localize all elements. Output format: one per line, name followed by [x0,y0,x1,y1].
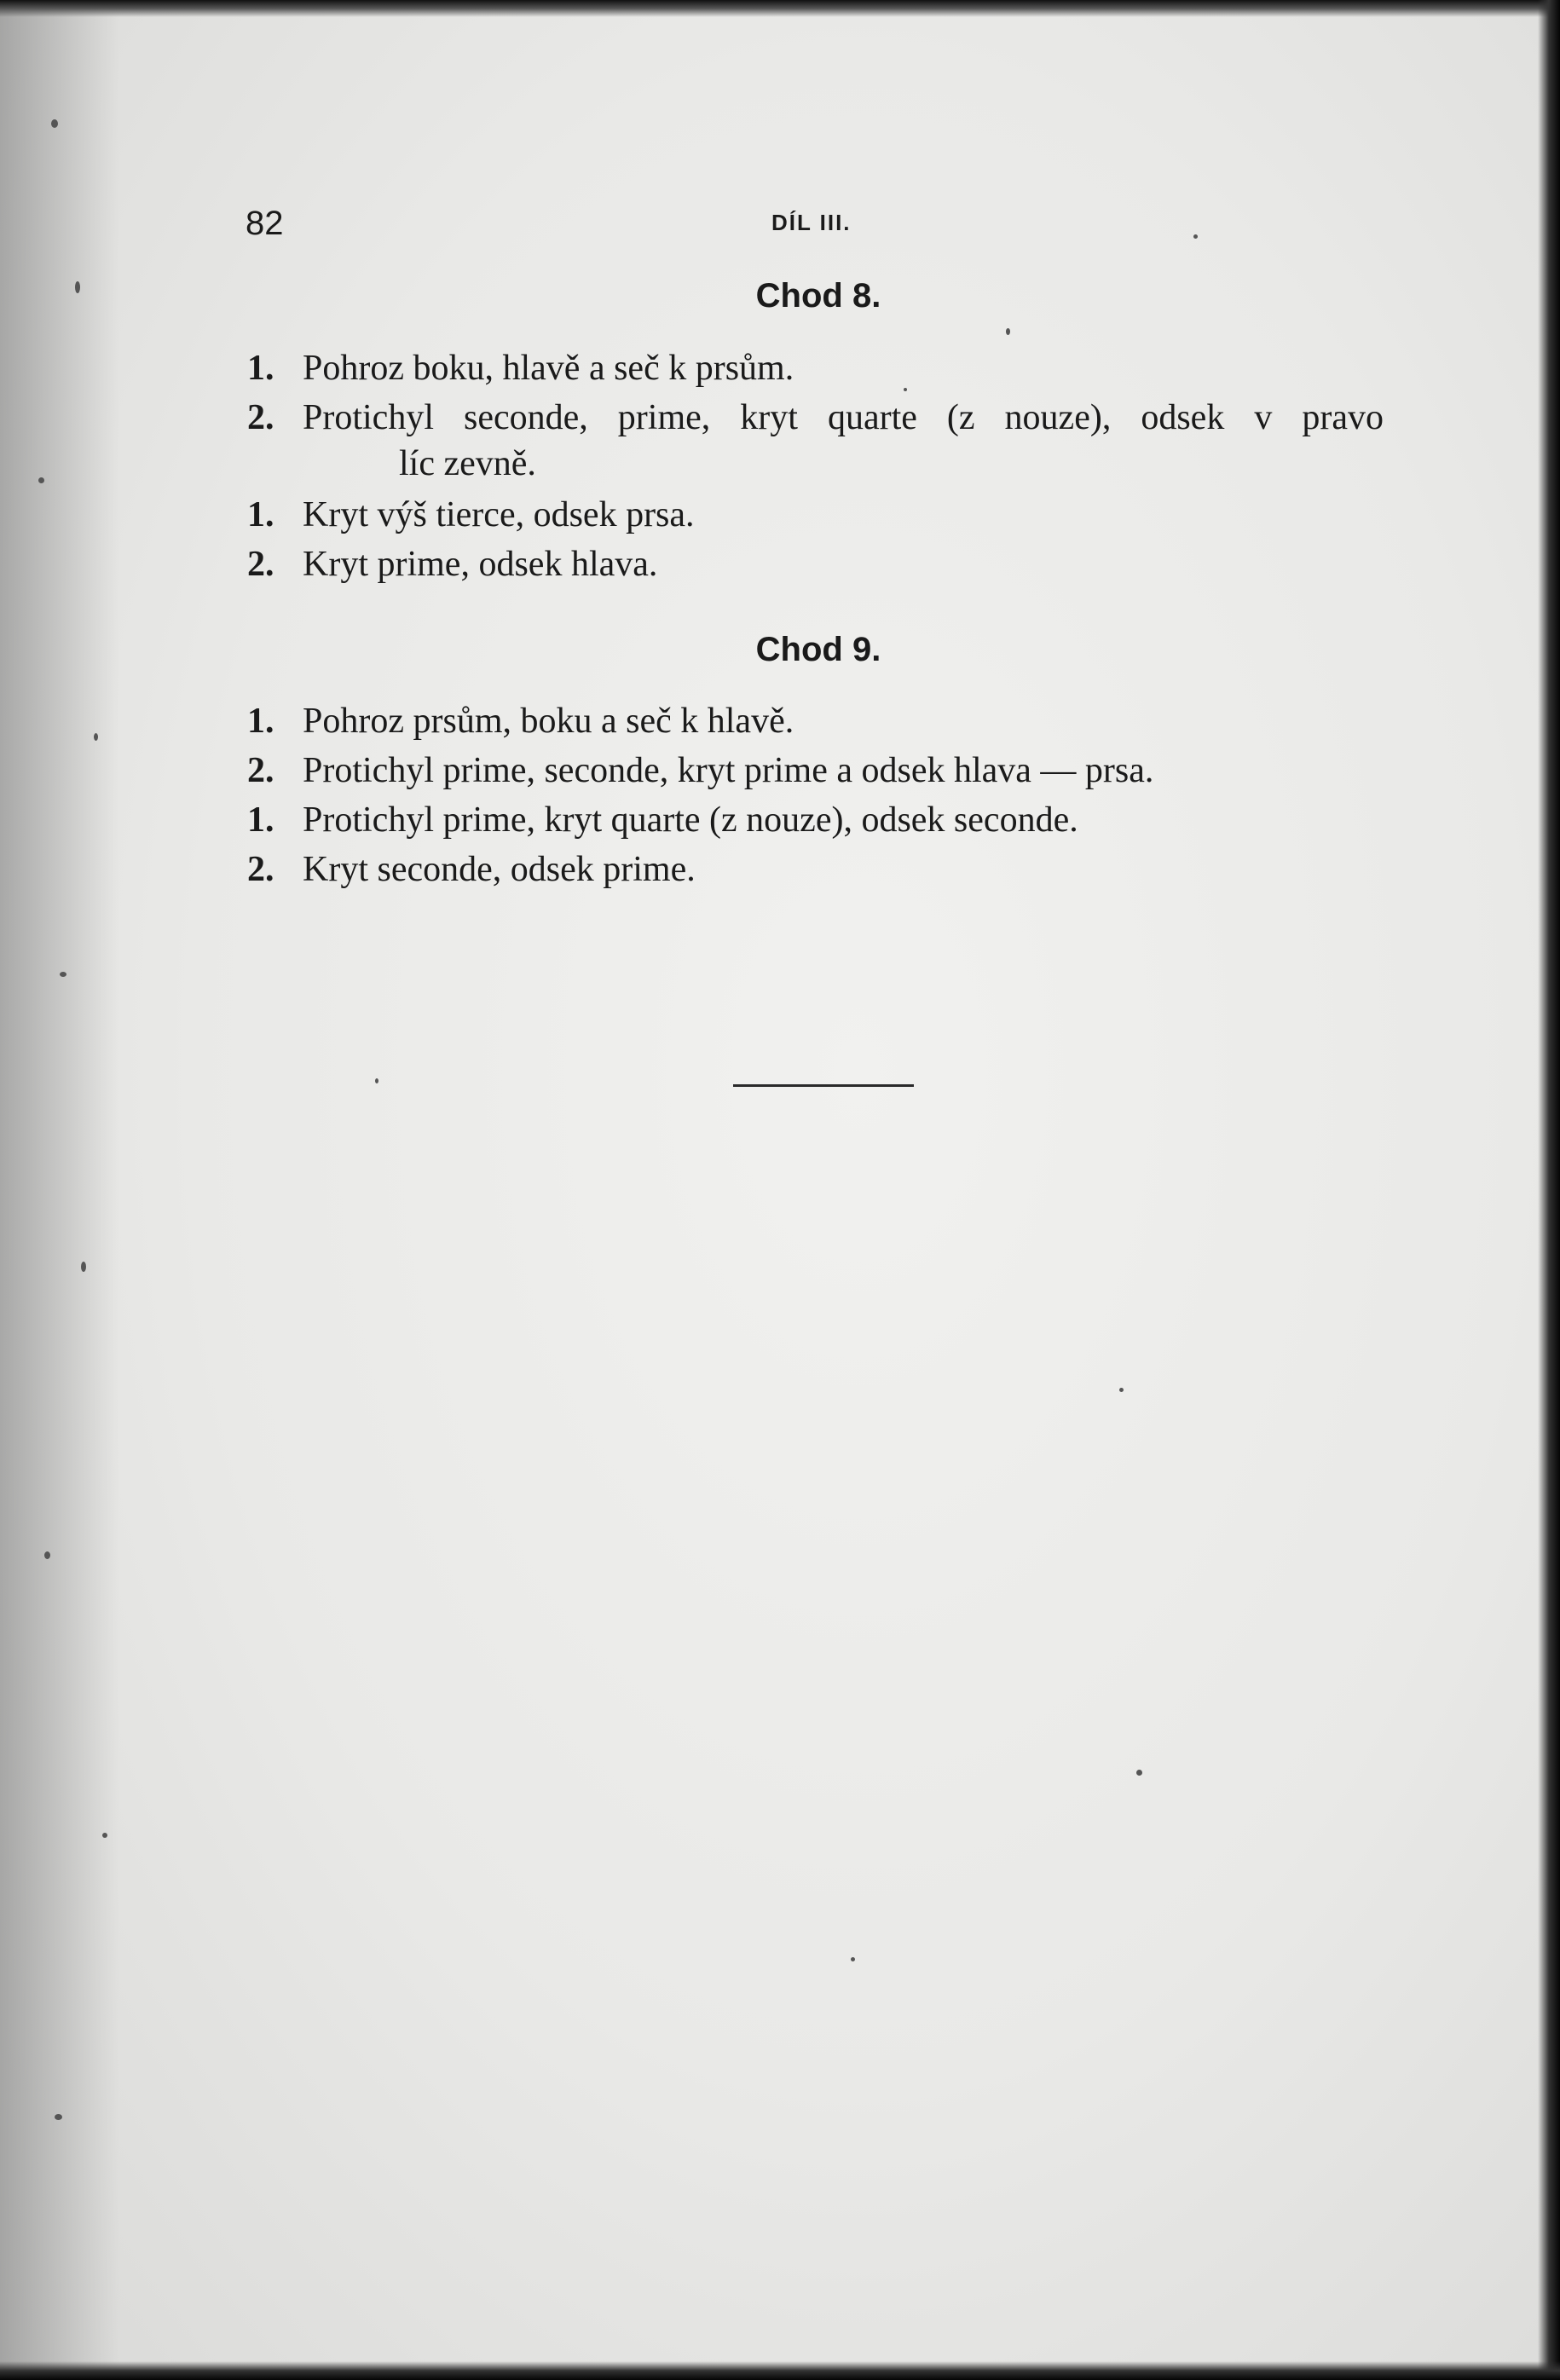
item-number: 2. [247,545,274,584]
scan-speck [1006,328,1010,335]
scan-speck [44,1551,50,1559]
section-end-rule [733,1084,914,1087]
item-number: 1. [247,702,274,741]
item-text: Protichyl prime, seconde, kryt prime a odsek hlava — prsa. [303,751,1154,790]
scan-speck [94,733,98,741]
page-number: 82 [246,205,284,242]
item-text: líc zevně. [399,444,536,483]
item-text: Kryt prime, odsek hlava. [303,545,658,584]
scan-speck [51,119,58,128]
item-number: 1. [247,800,274,840]
scan-speck [1136,1770,1142,1776]
item-text: Kryt seconde, odsek prime. [303,850,696,889]
scan-speck [81,1262,86,1272]
item-number: 2. [247,751,274,790]
scan-speck [102,1833,107,1838]
item-text: Pohroz prsům, boku a seč k hlavě. [303,702,794,741]
section-heading: Chod 8. [755,277,881,315]
section-heading: Chod 9. [755,631,881,668]
scan-speck [904,388,907,391]
page-edge-shadow-left [0,0,119,2380]
item-text: Protichyl seconde, prime, kryt quarte (z nouze), odsek v pravo [303,398,1384,437]
scan-speck [75,281,80,293]
item-number: 1. [247,495,274,534]
scan-speck [1119,1388,1124,1392]
running-head: DÍL III. [771,210,852,235]
page-header [0,205,1560,256]
scan-border-right [1538,0,1560,2380]
item-number: 2. [247,398,274,437]
item-text: Pohroz boku, hlavě a seč k prsům. [303,349,794,388]
scan-border-bottom [0,2361,1560,2380]
scan-speck [1193,234,1198,239]
scan-speck [60,972,66,977]
scan-speck [375,1078,378,1083]
scan-speck [38,477,44,483]
scan-border-top [0,0,1560,17]
item-text: Kryt výš tierce, odsek prsa. [303,495,695,534]
scan-speck [851,1957,855,1961]
item-text: Protichyl prime, kryt quarte (z nouze), odsek seconde. [303,800,1078,840]
item-number: 1. [247,349,274,388]
item-number: 2. [247,850,274,889]
scan-speck [55,2114,62,2120]
